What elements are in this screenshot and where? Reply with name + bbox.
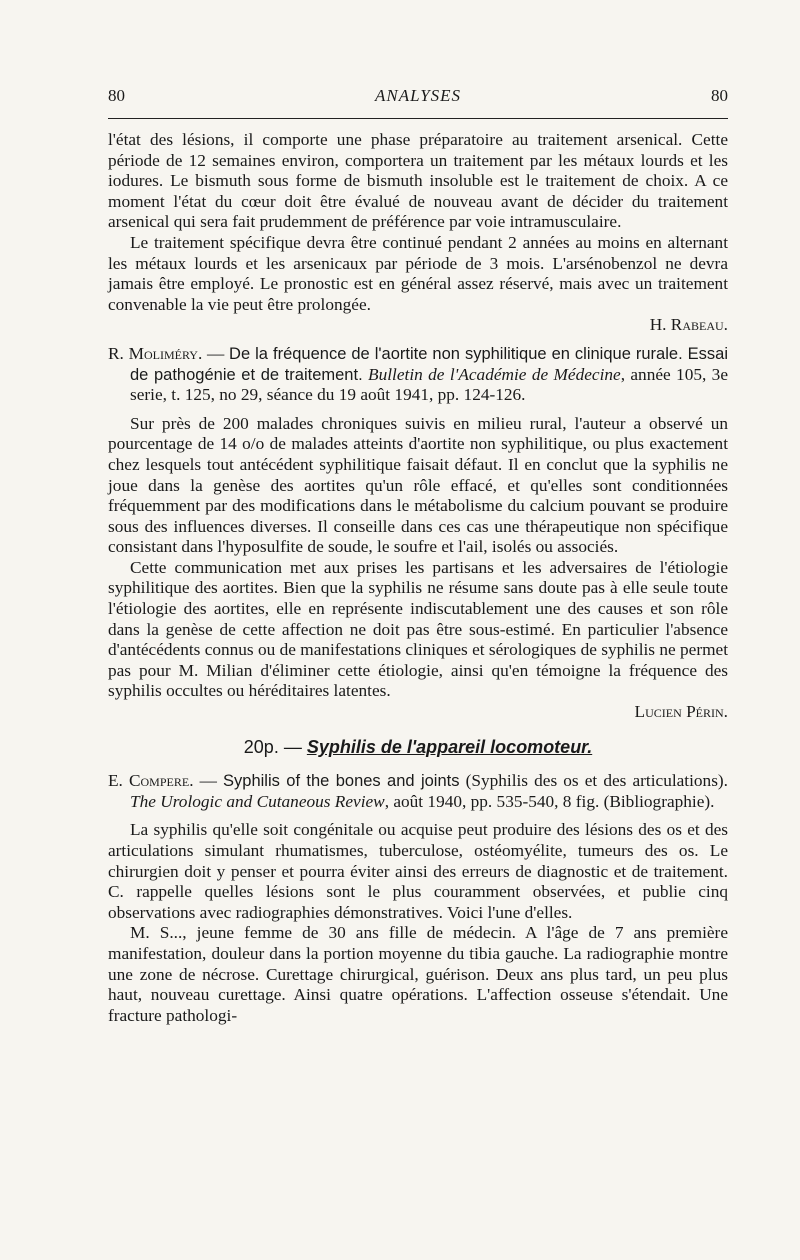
- spacer: [108, 336, 728, 344]
- running-title: ANALYSES: [374, 86, 462, 105]
- ref-paren: (Syphilis des os et des articulations).: [459, 771, 728, 791]
- paragraph-aortite-discussion: Cette communication met aux prises les partisans et les adversaires de l'étiologie syphilitique des aortites. Bien que la syphilis ne résume sans doute pas à elle seule toute l'étiologie des aortites, elle en représente indiscutablement une des causes et son rôle dans la genèse de cette affection ne doit pas être sous-estimé. En particulier l'absence d'antécédents connus ou de manifestations cliniques et sérologiques de syphilis ne permet pas pour M. Milian d'éliminer cette étiologie, ainsi qu'en témoigne la fréquence des syphilis occultes ou héréditaires latentes.: [108, 557, 728, 701]
- page-number-left: 80: [108, 86, 125, 105]
- section-dash: —: [278, 736, 307, 757]
- ref-author: E. Compere.: [108, 771, 194, 791]
- reference-compere: [108, 771, 728, 812]
- paragraph-treatment: Le traitement spécifique devra être continué pendant 2 années au moins en alternant les métaux lourds et les arsenicaux par période de 3 mois. L'arsénobenzol ne devra jamais être employé. Le pronostic est en général assez réservé, mais avec un traitement convenable la vie peut être prolongée.: [108, 232, 728, 314]
- section-heading: [108, 737, 728, 758]
- spacer: [108, 406, 728, 414]
- signature-rabeau: H. Rabeau.: [649, 315, 728, 335]
- paragraph-case-report: M. S..., jeune femme de 30 ans fille de médecin. A l'âge de 7 ans première manifestation, douleur dans la portion moyenne du tibia gauche. La radiographie montre une zone de nécrose. Curettage chirurgical, guérison. Deux ans plus tard, un peu plus haut, nouveau curettage. Ainsi quatre opérations. L'affection osseuse s'étendait. Une fracture pathologi-: [108, 923, 728, 1025]
- signature-perin: Lucien Périn.: [634, 702, 728, 722]
- ref-author: R. Moliméry.: [108, 343, 203, 363]
- section-title: Syphilis de l'appareil locomoteur.: [306, 736, 593, 757]
- ref-title: De la fréquence de l'aortite non syphilitique en clinique rurale. Essai de pathogénie et de traitement.: [130, 344, 729, 384]
- spacer: [108, 812, 728, 820]
- ref-dash: —: [202, 343, 230, 363]
- ref-journal: Bulletin de l'Académie de Médecine: [368, 364, 621, 384]
- paragraph-syphilis-bones: La syphilis qu'elle soit congénitale ou acquise peut produire des lésions des os et des articulations simulant rhumatismes, tuberculose, ostéomyélite, tumeurs des os. Le chirurgien doit y penser et pourra éviter ainsi des erreurs de diagnostic et de traitement. C. rappelle quelles lésions sont le plus couramment observées, et publie cinq observations avec radiographies démonstratives. Voici l'une d'elles.: [108, 820, 728, 922]
- ref-details: , août 1940, pp. 535-540, 8 fig. (Bibliographie).: [384, 791, 715, 811]
- running-header: [108, 86, 728, 110]
- spacer: [108, 757, 728, 771]
- paragraph-aortite-study: Sur près de 200 malades chroniques suivis en milieu rural, l'auteur a observé un pourcentage de 14 o/o de malades atteints d'aortite non syphilitique, ou plus exactement chez lesquels tout antécédent syphilitique faisait défaut. Il en conclut que la syphilis ne joue dans la genèse des aortites qu'un rôle effacé, et qu'elles sont conditionnées fréquemment par des modifications dans le métabolisme du calcium pouvant se produire sous des influences diverses. Il conseille dans ces cas une thérapeutique non spécifique consistant dans l'hyposulfite de soude, le soufre et l'ail, isolés ou associés.: [108, 413, 728, 557]
- header-rule: [108, 118, 728, 119]
- paragraph-continued: l'état des lésions, il comporte une phase préparatoire au traitement arsenical. Cette période de 12 semaines environ, comportera un traitement par les métaux lourds et les iodures. Le bismuth sous forme de bismuth insoluble est le traitement de choix. A ce moment l'état du cœur doit être évalué de nouveau avant de décider du traitement arsenical qui sera fait prudemment de préférence par voie intramusculaire.: [108, 130, 728, 232]
- text-body: [108, 130, 728, 1026]
- section-number: 20p.: [243, 736, 279, 757]
- spacer: [108, 723, 728, 737]
- ref-dash: —: [193, 771, 224, 791]
- ref-title: Syphilis of the bones and joints: [223, 772, 460, 791]
- ref-details: , année 105, 3e serie, t. 125, no 29, séance du 19 août 1941, pp. 124-126.: [130, 364, 728, 405]
- reference-molimery: [108, 344, 728, 406]
- ref-journal: The Urologic and Cutaneous Review: [130, 791, 385, 811]
- page-number-right: 80: [711, 86, 728, 105]
